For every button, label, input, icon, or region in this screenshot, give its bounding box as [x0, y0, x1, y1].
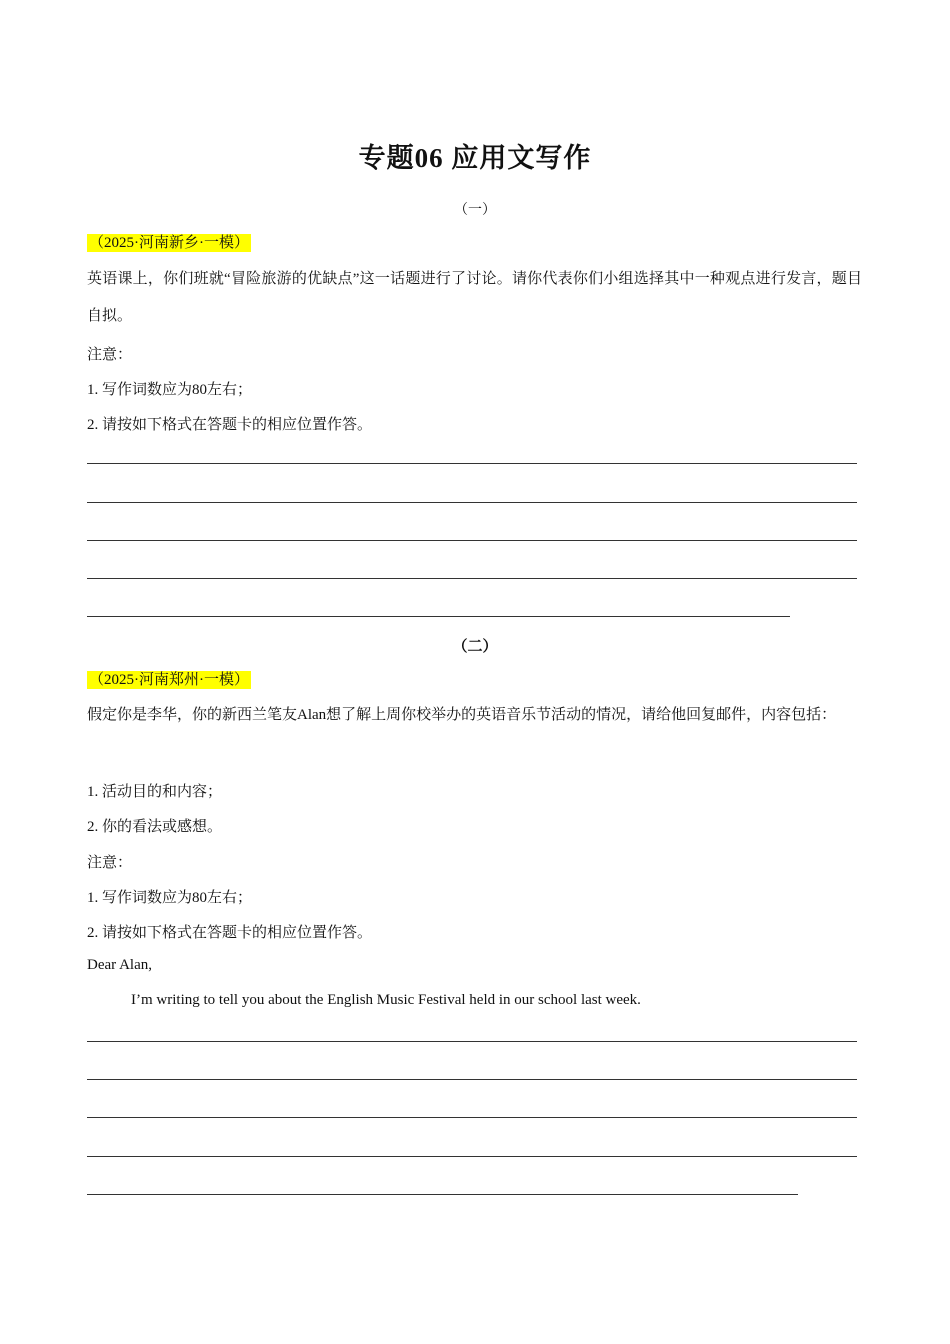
- section-2-heading: （二）: [452, 639, 498, 655]
- page-title: 专题06 应用文写作: [358, 143, 592, 173]
- answer-line[interactable]: [87, 1079, 857, 1080]
- section-2-note-2: 2. 请按如下格式在答题卡的相应位置作答。: [87, 925, 373, 941]
- answer-line[interactable]: [87, 1156, 857, 1157]
- answer-line[interactable]: [87, 1194, 798, 1195]
- answer-line[interactable]: [87, 616, 790, 617]
- answer-line[interactable]: [87, 540, 857, 541]
- section-2-note-label: 注意：: [87, 855, 133, 871]
- answer-line[interactable]: [87, 578, 857, 579]
- section-2-source-tag: （2025·河南郑州·一模）: [89, 672, 249, 688]
- section-2-prompt: 假定你是李华，你的新西兰笔友Alan想了解上周你校举办的英语音乐节活动的情况，请给他回复邮件，内容包括：: [87, 707, 837, 723]
- section-1-note-1: 1. 写作词数应为80左右；: [87, 382, 253, 398]
- section-1-heading: （一）: [454, 203, 496, 218]
- section-1-note-2: 2. 请按如下格式在答题卡的相应位置作答。: [87, 417, 373, 433]
- section-2-note-1: 1. 写作词数应为80左右；: [87, 890, 253, 906]
- answer-line[interactable]: [87, 1117, 857, 1118]
- section-1-source-tag: （2025·河南新乡·一模）: [89, 235, 249, 251]
- answer-line[interactable]: [87, 502, 857, 503]
- letter-opening: I’m writing to tell you about the English Music Festival held in our school last week.: [131, 992, 641, 1008]
- section-2-point-2: 2. 你的看法或感想。: [87, 819, 223, 835]
- answer-line[interactable]: [87, 463, 857, 464]
- section-1-prompt: 英语课上，你们班就“冒险旅游的优缺点”这一话题进行了讨论。请你代表你们小组选择其中一种观点进行发言，题目自拟。: [87, 271, 862, 324]
- answer-line[interactable]: [87, 1041, 857, 1042]
- section-1-note-label: 注意：: [87, 347, 133, 363]
- letter-salutation: Dear Alan,: [87, 957, 152, 973]
- section-2-point-1: 1. 活动目的和内容；: [87, 784, 223, 800]
